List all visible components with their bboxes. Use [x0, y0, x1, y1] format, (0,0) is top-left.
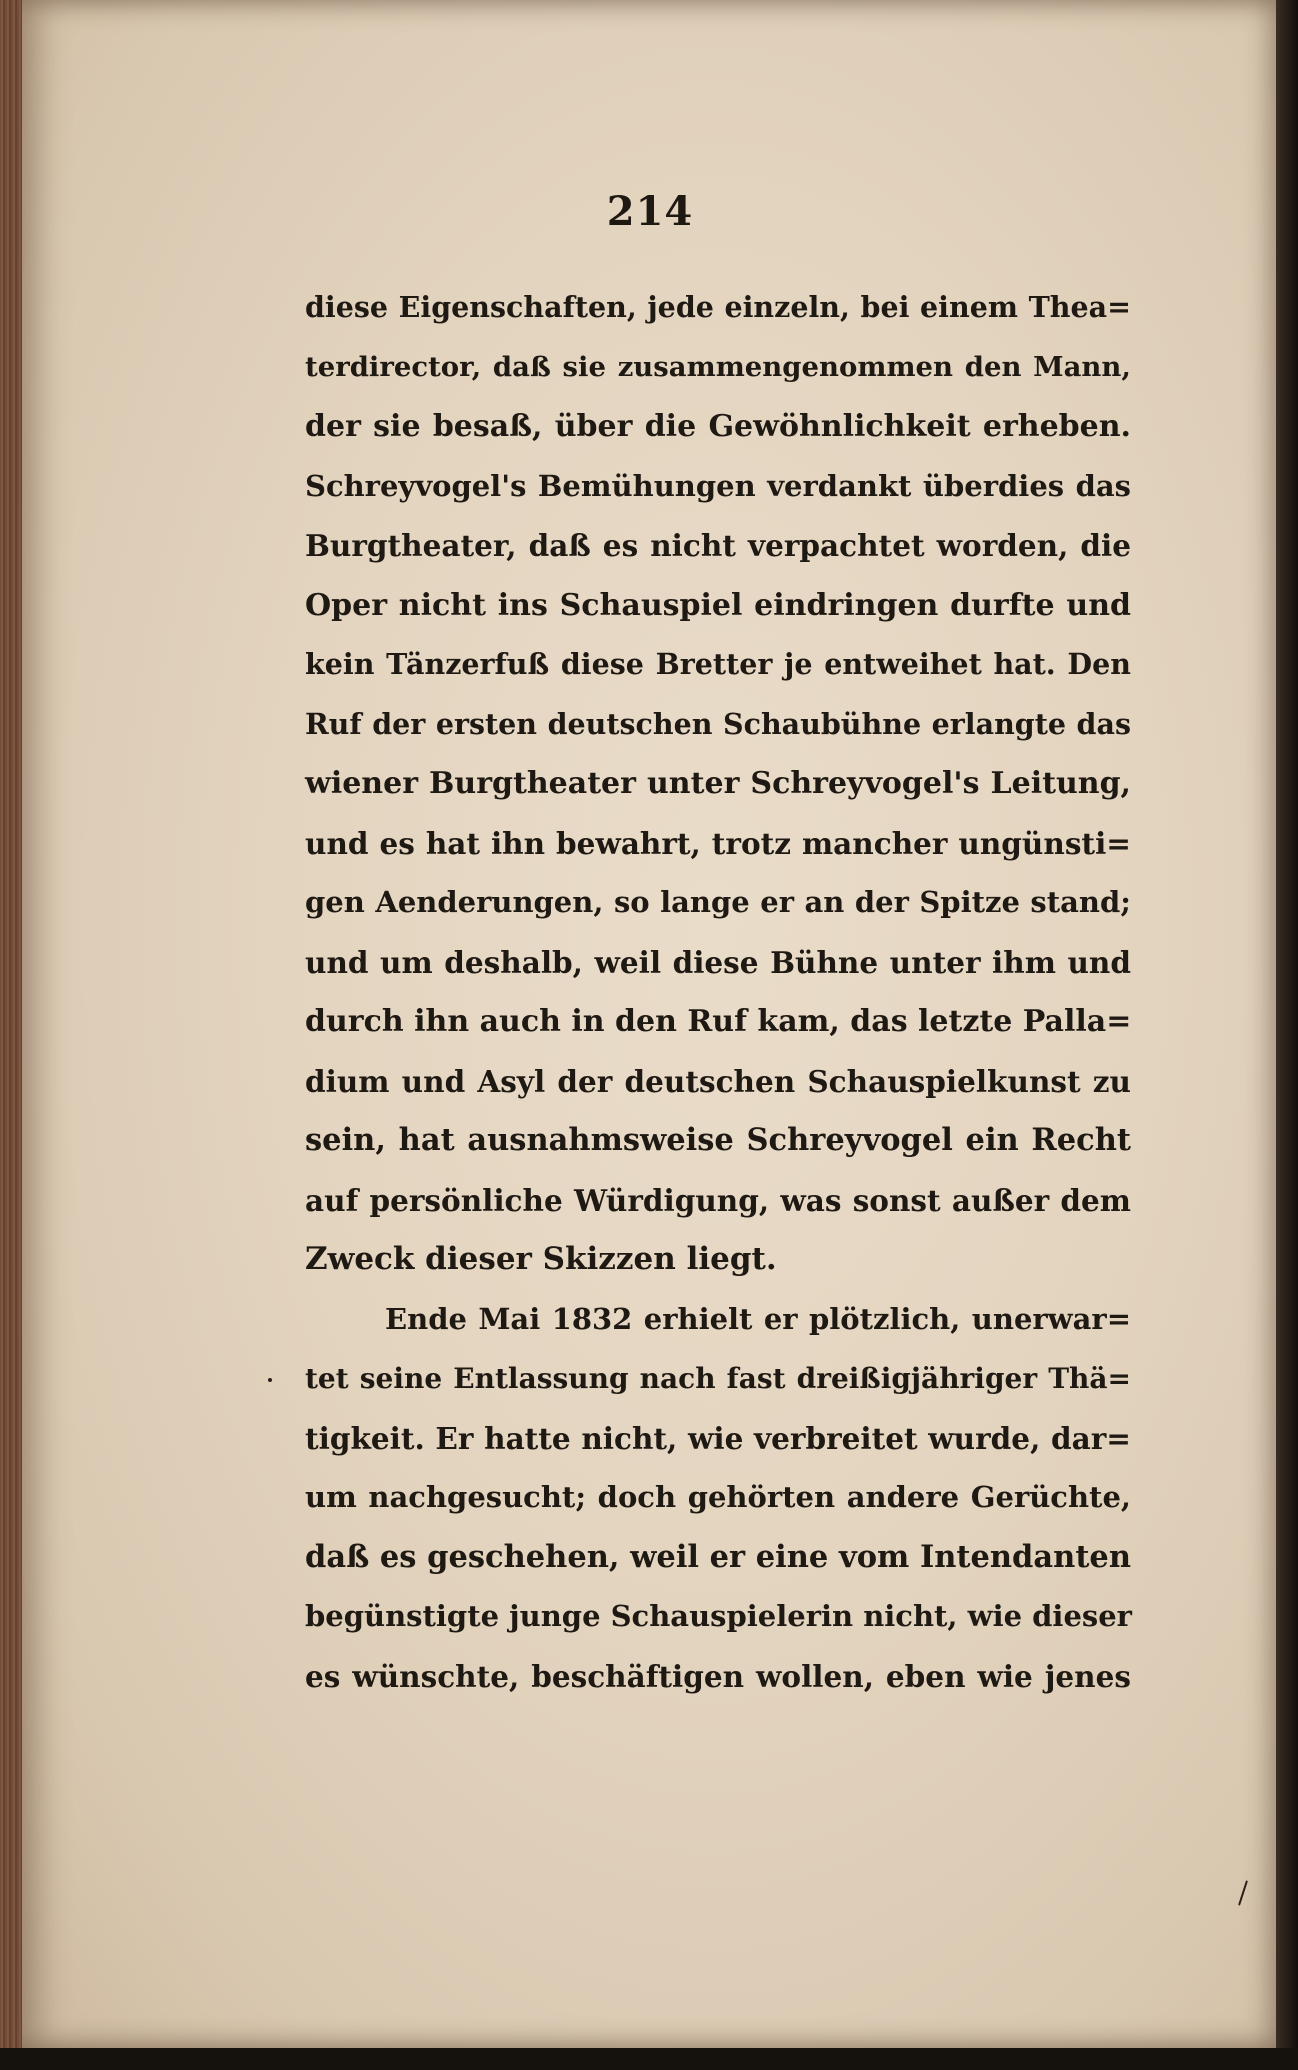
text-line: kein Tänzerfuß diese Bretter je entweihet hat. Den	[305, 647, 1131, 681]
text-line: begünstigte junge Schauspielerin nicht, wie dieser	[305, 1599, 1132, 1633]
text-line: gen Aenderungen, so lange er an der Spitze stand;	[305, 885, 1131, 919]
text-line: um nachgesucht; doch gehörten andere Gerüchte,	[305, 1480, 1131, 1514]
text-line: Oper nicht ins Schauspiel eindringen durfte und	[305, 587, 1131, 623]
text-line: diese Eigenschaften, jede einzeln, bei einem Thea=	[305, 290, 1131, 324]
text-line: daß es geschehen, weil er eine vom Intendanten	[305, 1538, 1131, 1575]
text-line: auf persönliche Würdigung, was sonst außer dem	[305, 1182, 1131, 1218]
text-line: tet seine Entlassung nach fast dreißigjähriger Thä=	[305, 1362, 1131, 1395]
text-line: Burgtheater, daß es nicht verpachtet worden, die	[305, 528, 1131, 563]
text-line: und um deshalb, weil diese Bühne unter ihm und	[305, 944, 1131, 980]
paragraph-end-line: Zweck dieser Skizzen liegt.	[305, 1241, 777, 1277]
text-line: wiener Burgtheater unter Schreyvogel's Leitung,	[305, 766, 1131, 801]
ink-speck	[1238, 1880, 1248, 1905]
ink-speck	[268, 1378, 272, 1382]
text-line: es wünschte, beschäftigen wollen, eben wie jenes	[305, 1658, 1131, 1694]
book-page	[22, 0, 1278, 2048]
binding-edge	[1276, 0, 1298, 2070]
text-line: durch ihn auch in den Ruf kam, das letzte Palla=	[305, 1004, 1132, 1039]
text-line: terdirector, daß sie zusammengenommen den Mann,	[305, 350, 1131, 383]
text-line: Schreyvogel's Bemühungen verdankt überdies das	[305, 468, 1131, 503]
body-text	[305, 278, 1131, 1706]
text-line: tigkeit. Er hatte nicht, wie verbreitet wurde, dar=	[305, 1420, 1131, 1456]
text-line: sein, hat ausnahmsweise Schreyvogel ein Recht	[305, 1122, 1131, 1158]
text-line: Ruf der ersten deutschen Schaubühne erlangte das	[305, 706, 1131, 741]
text-line: und es hat ihn bewahrt, trotz mancher ungünsti=	[305, 825, 1131, 861]
page-number: 214	[606, 188, 694, 235]
paragraph-start-line: Ende Mai 1832 erhielt er plötzlich, unerwar=	[385, 1301, 1131, 1336]
text-line: der sie besaß, über die Gewöhnlichkeit erheben.	[305, 409, 1131, 444]
bottom-edge	[0, 2048, 1298, 2070]
text-line: dium und Asyl der deutschen Schauspielkunst zu	[305, 1063, 1131, 1099]
